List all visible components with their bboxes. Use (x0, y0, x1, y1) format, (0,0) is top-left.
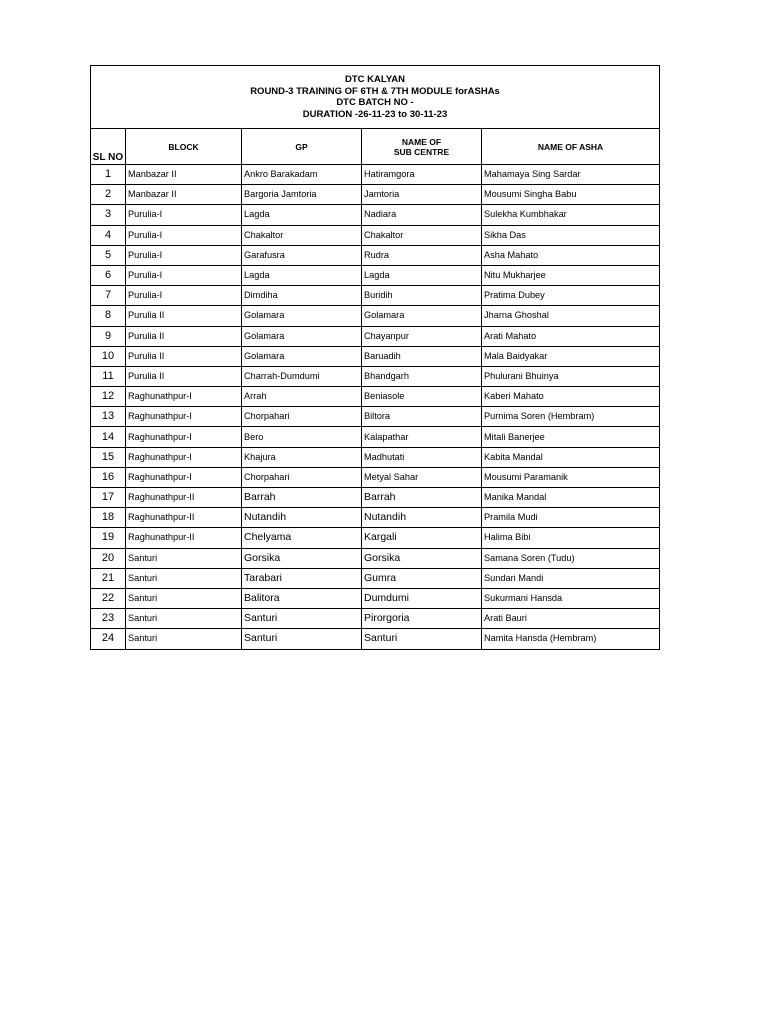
cell-gp: Santuri (242, 609, 362, 629)
cell-gp: Golamara (242, 326, 362, 346)
cell-block: Raghunathpur-I (126, 467, 242, 487)
cell-block: Purulia-I (126, 245, 242, 265)
table-row (91, 387, 660, 407)
table-body (91, 165, 660, 650)
cell-block: Santuri (126, 588, 242, 608)
cell-gp: Chelyama (242, 528, 362, 548)
table-row (91, 548, 660, 568)
cell-block: Raghunathpur-II (126, 488, 242, 508)
table-row (91, 629, 660, 649)
cell-sl-no: 20 (91, 548, 126, 568)
header-row (91, 129, 660, 165)
table-row (91, 407, 660, 427)
cell-sub-centre: Nadiara (362, 205, 482, 225)
cell-asha: Kaberi Mahato (482, 387, 660, 407)
cell-sub-centre: Kargali (362, 528, 482, 548)
cell-sub-centre: Nutandih (362, 508, 482, 528)
cell-gp: Chorpahari (242, 467, 362, 487)
cell-sub-centre: Beniasole (362, 387, 482, 407)
table-row (91, 528, 660, 548)
cell-asha: Pratima Dubey (482, 286, 660, 306)
cell-block: Purulia-I (126, 205, 242, 225)
cell-block: Santuri (126, 568, 242, 588)
cell-asha: Nitu Mukharjee (482, 265, 660, 285)
cell-sl-no: 17 (91, 488, 126, 508)
cell-sub-centre: Baruadih (362, 346, 482, 366)
cell-sub-centre: Barrah (362, 488, 482, 508)
cell-block: Raghunathpur-I (126, 387, 242, 407)
cell-sub-centre: Pirorgoria (362, 609, 482, 629)
cell-sl-no: 8 (91, 306, 126, 326)
cell-sl-no: 12 (91, 387, 126, 407)
cell-asha: Asha Mahato (482, 245, 660, 265)
cell-asha: Mousumi Paramanik (482, 467, 660, 487)
table-row (91, 568, 660, 588)
table-row (91, 346, 660, 366)
cell-sl-no: 13 (91, 407, 126, 427)
table-row (91, 488, 660, 508)
cell-gp: Barrah (242, 488, 362, 508)
cell-sl-no: 7 (91, 286, 126, 306)
cell-sl-no: 16 (91, 467, 126, 487)
cell-asha: Sundari Mandi (482, 568, 660, 588)
cell-sl-no: 5 (91, 245, 126, 265)
cell-sub-centre: Bhandgarh (362, 366, 482, 386)
table-row (91, 286, 660, 306)
cell-sub-centre: Lagda (362, 265, 482, 285)
cell-asha: Mitali Banerjee (482, 427, 660, 447)
cell-asha: Halima Bibi (482, 528, 660, 548)
cell-sub-centre: Buridih (362, 286, 482, 306)
cell-sl-no: 21 (91, 568, 126, 588)
cell-sub-centre: Golamara (362, 306, 482, 326)
cell-asha: Pramila Mudi (482, 508, 660, 528)
cell-gp: Charrah-Dumdumi (242, 366, 362, 386)
cell-sl-no: 15 (91, 447, 126, 467)
cell-asha: Arati Mahato (482, 326, 660, 346)
cell-sub-centre: Santuri (362, 629, 482, 649)
cell-sub-centre: Gorsika (362, 548, 482, 568)
table-row (91, 306, 660, 326)
cell-gp: Santuri (242, 629, 362, 649)
cell-sl-no: 22 (91, 588, 126, 608)
title-line-3: DTC BATCH NO - (336, 97, 414, 108)
table-row (91, 609, 660, 629)
cell-sl-no: 6 (91, 265, 126, 285)
table-row (91, 265, 660, 285)
cell-sl-no: 3 (91, 205, 126, 225)
table-row (91, 588, 660, 608)
header-sub-centre-line-2: SUB CENTRE (393, 146, 450, 157)
cell-sub-centre: Dumdumi (362, 588, 482, 608)
table-row (91, 366, 660, 386)
cell-asha: Jharna Ghoshal (482, 306, 660, 326)
cell-block: Purulia-I (126, 225, 242, 245)
title-block (91, 66, 660, 129)
cell-block: Raghunathpur-I (126, 407, 242, 427)
cell-gp: Gorsika (242, 548, 362, 568)
cell-block: Manbazar II (126, 185, 242, 205)
cell-block: Purulia II (126, 366, 242, 386)
cell-block: Santuri (126, 609, 242, 629)
table-row (91, 225, 660, 245)
cell-gp: Golamara (242, 306, 362, 326)
cell-sub-centre: Jamtoria (362, 185, 482, 205)
cell-asha: Phulurani Bhuinya (482, 366, 660, 386)
cell-asha: Arati Bauri (482, 609, 660, 629)
cell-sl-no: 24 (91, 629, 126, 649)
cell-sl-no: 14 (91, 427, 126, 447)
cell-gp: Lagda (242, 265, 362, 285)
cell-block: Raghunathpur-II (126, 508, 242, 528)
table-row (91, 205, 660, 225)
cell-block: Purulia-I (126, 265, 242, 285)
cell-block: Manbazar II (126, 165, 242, 185)
cell-sub-centre: Kalapathar (362, 427, 482, 447)
header-sl-no: SL NO (91, 129, 126, 165)
cell-block: Raghunathpur-I (126, 447, 242, 467)
cell-gp: Golamara (242, 346, 362, 366)
cell-block: Raghunathpur-II (126, 528, 242, 548)
cell-gp: Tarabari (242, 568, 362, 588)
header-sub-centre-line-1: NAME OF (401, 136, 442, 147)
header-sub-centre (362, 129, 482, 165)
cell-asha: Manika Mandal (482, 488, 660, 508)
cell-sl-no: 18 (91, 508, 126, 528)
table-row (91, 508, 660, 528)
asha-training-sheet (90, 65, 659, 650)
table-row (91, 326, 660, 346)
cell-block: Purulia II (126, 346, 242, 366)
cell-gp: Garafusra (242, 245, 362, 265)
header-gp: GP (242, 129, 362, 165)
cell-asha: Mousumi Singha Babu (482, 185, 660, 205)
cell-gp: Bero (242, 427, 362, 447)
title-line-2: ROUND-3 TRAINING OF 6TH & 7TH MODULE forASHAs (250, 85, 500, 97)
cell-gp: Lagda (242, 205, 362, 225)
cell-sub-centre: Madhutati (362, 447, 482, 467)
cell-sl-no: 19 (91, 528, 126, 548)
cell-block: Purulia II (126, 306, 242, 326)
cell-sub-centre: Biltora (362, 407, 482, 427)
table-row (91, 467, 660, 487)
cell-sub-centre: Chayanpur (362, 326, 482, 346)
cell-gp: Arrah (242, 387, 362, 407)
cell-asha: Samana Soren (Tudu) (482, 548, 660, 568)
cell-sl-no: 4 (91, 225, 126, 245)
header-asha: NAME OF ASHA (482, 129, 660, 165)
cell-block: Santuri (126, 548, 242, 568)
cell-sub-centre: Rudra (362, 245, 482, 265)
cell-gp: Dimdiha (242, 286, 362, 306)
cell-block: Purulia-I (126, 286, 242, 306)
cell-gp: Ankro Barakadam (242, 165, 362, 185)
cell-gp: Balitora (242, 588, 362, 608)
cell-asha: Namita Hansda (Hembram) (482, 629, 660, 649)
cell-gp: Chorpahari (242, 407, 362, 427)
cell-sub-centre: Metyal Sahar (362, 467, 482, 487)
cell-gp: Chakaltor (242, 225, 362, 245)
cell-sl-no: 23 (91, 609, 126, 629)
cell-sl-no: 9 (91, 326, 126, 346)
cell-sl-no: 2 (91, 185, 126, 205)
cell-sub-centre: Chakaltor (362, 225, 482, 245)
cell-asha: Kabita Mandal (482, 447, 660, 467)
asha-list-table (90, 65, 660, 650)
cell-asha: Sukurmani Hansda (482, 588, 660, 608)
title-line-1: DTC KALYAN (345, 74, 406, 85)
cell-asha: Sikha Das (482, 225, 660, 245)
title-line-4: DURATION -26-11-23 to 30-11-23 (302, 108, 448, 120)
cell-block: Raghunathpur-I (126, 427, 242, 447)
cell-asha: Mala Baidyakar (482, 346, 660, 366)
cell-sub-centre: Hatiramgora (362, 165, 482, 185)
cell-asha: Mahamaya Sing Sardar (482, 165, 660, 185)
table-row (91, 447, 660, 467)
cell-sub-centre: Gumra (362, 568, 482, 588)
cell-asha: Sulekha Kumbhakar (482, 205, 660, 225)
cell-gp: Khajura (242, 447, 362, 467)
table-row (91, 245, 660, 265)
table-row (91, 427, 660, 447)
table-row (91, 165, 660, 185)
cell-block: Purulia II (126, 326, 242, 346)
cell-gp: Nutandih (242, 508, 362, 528)
header-block: BLOCK (126, 129, 242, 165)
cell-sl-no: 10 (91, 346, 126, 366)
cell-block: Santuri (126, 629, 242, 649)
cell-sl-no: 1 (91, 165, 126, 185)
cell-gp: Bargoria Jamtoria (242, 185, 362, 205)
cell-asha: Purnima Soren (Hembram) (482, 407, 660, 427)
cell-sl-no: 11 (91, 366, 126, 386)
table-row (91, 185, 660, 205)
